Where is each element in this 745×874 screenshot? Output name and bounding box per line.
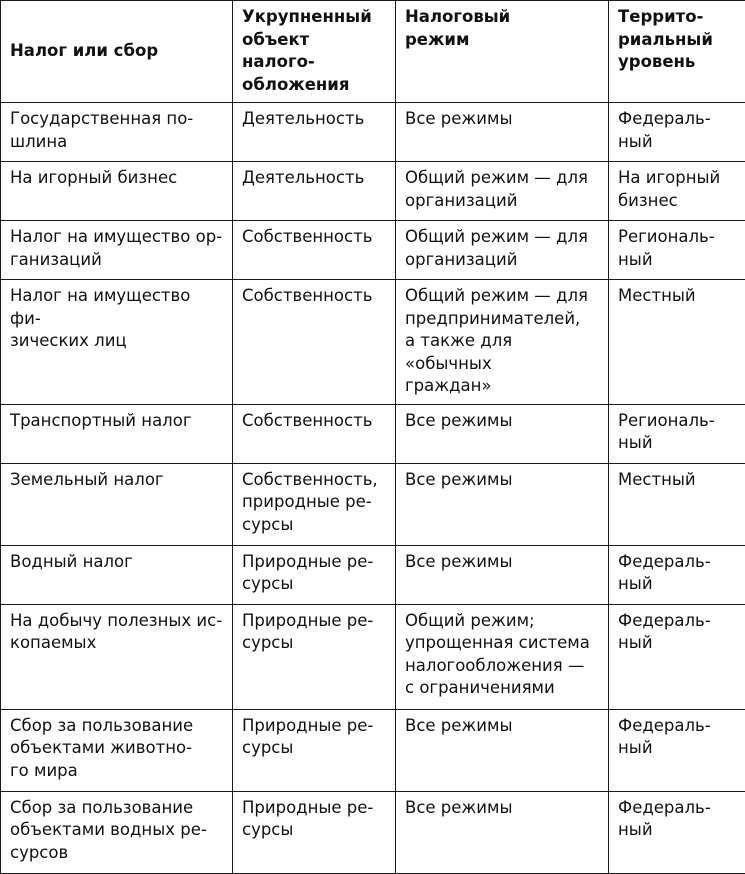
- cell-tax-regime: Все режимы: [396, 404, 609, 463]
- header-territorial-level: [609, 1, 745, 103]
- cell-tax-regime: Все режимы: [396, 545, 609, 604]
- cell-taxation-object: Собственность: [233, 280, 396, 405]
- table-row: [1, 604, 745, 709]
- table-row: [1, 103, 745, 162]
- cell-taxation-object: Деятельность: [233, 103, 396, 162]
- table-row: [1, 463, 745, 545]
- cell-taxation-object: Собственность: [233, 221, 396, 280]
- cell-tax-name: Сбор за пользование объектами водных ре- сурсов: [1, 791, 233, 873]
- cell-tax-regime: Общий режим — для организаций: [396, 221, 609, 280]
- cell-tax-regime: Все режимы: [396, 791, 609, 873]
- cell-tax-regime: Все режимы: [396, 709, 609, 791]
- table-row: [1, 791, 745, 873]
- header-taxation-object-text: Укрупненный объект налого- обложения: [242, 6, 387, 96]
- cell-territorial-level: Местный: [609, 463, 745, 545]
- cell-tax-regime: Все режимы: [396, 463, 609, 545]
- table-row: [1, 709, 745, 791]
- cell-tax-regime: Все режимы: [396, 103, 609, 162]
- header-tax-regime-text: Налоговый режим: [405, 6, 600, 51]
- table-row: [1, 545, 745, 604]
- cell-taxation-object: Природные ре- сурсы: [233, 545, 396, 604]
- cell-taxation-object: Деятельность: [233, 162, 396, 221]
- cell-territorial-level: Федераль- ный: [609, 709, 745, 791]
- table-row: [1, 221, 745, 280]
- cell-tax-name: Транспортный налог: [1, 404, 233, 463]
- header-row: [1, 1, 745, 103]
- cell-taxation-object: Собственность, природные ре- сурсы: [233, 463, 396, 545]
- cell-territorial-level: На игорный бизнес: [609, 162, 745, 221]
- cell-tax-name: Налог на имущество фи- зических лиц: [1, 280, 233, 405]
- cell-taxation-object: Природные ре- сурсы: [233, 604, 396, 709]
- cell-territorial-level: Федераль- ный: [609, 545, 745, 604]
- header-tax-name: [1, 1, 233, 103]
- cell-tax-regime: Общий режим — для предпринимателей, а также для «обычных граждан»: [396, 280, 609, 405]
- cell-taxation-object: Природные ре- сурсы: [233, 709, 396, 791]
- header-taxation-object: [233, 1, 396, 103]
- cell-tax-regime: Общий режим; упрощенная система налогообложения — с ограничениями: [396, 604, 609, 709]
- cell-tax-name: На игорный бизнес: [1, 162, 233, 221]
- cell-tax-regime: Общий режим — для организаций: [396, 162, 609, 221]
- cell-territorial-level: Федераль- ный: [609, 103, 745, 162]
- cell-territorial-level: Федераль- ный: [609, 604, 745, 709]
- cell-tax-name: Земельный налог: [1, 463, 233, 545]
- table-row: [1, 404, 745, 463]
- cell-territorial-level: Федераль- ный: [609, 791, 745, 873]
- cell-territorial-level: Местный: [609, 280, 745, 405]
- header-tax-name-text: Налог или сбор: [10, 40, 224, 63]
- table-row: [1, 162, 745, 221]
- table-row: [1, 280, 745, 405]
- header-tax-regime: [396, 1, 609, 103]
- cell-territorial-level: Региональ- ный: [609, 221, 745, 280]
- cell-territorial-level: Региональ- ный: [609, 404, 745, 463]
- cell-taxation-object: Собственность: [233, 404, 396, 463]
- cell-tax-name: Налог на имущество ор- ганизаций: [1, 221, 233, 280]
- cell-taxation-object: Природные ре- сурсы: [233, 791, 396, 873]
- cell-tax-name: Государственная по- шлина: [1, 103, 233, 162]
- cell-tax-name: Водный налог: [1, 545, 233, 604]
- cell-tax-name: Сбор за пользование объектами животно- го мира: [1, 709, 233, 791]
- header-territorial-level-text: Террито- риальный уровень: [618, 6, 737, 74]
- cell-tax-name: На добычу полезных ис- копаемых: [1, 604, 233, 709]
